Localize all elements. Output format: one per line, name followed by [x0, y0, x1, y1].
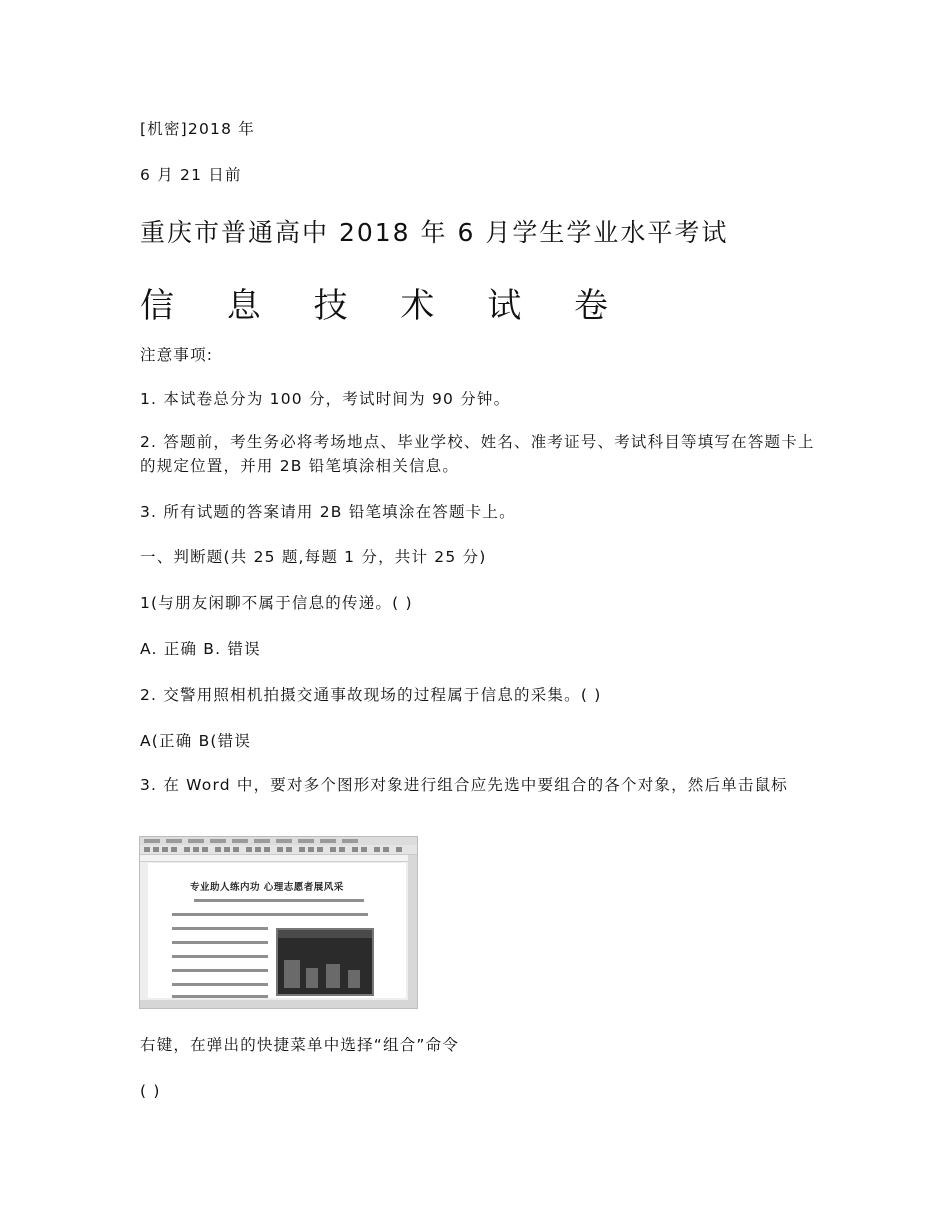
exam-title: 重庆市普通高中 2018 年 6 月学生学业水平考试	[140, 218, 729, 247]
deadline-date: 6 月 21 日前	[140, 166, 242, 184]
question-1-options: A. 正确 B. 错误	[140, 640, 261, 658]
question-3-stem: 3. 在 Word 中，要对多个图形对象进行组合应先选中要组合的各个对象，然后单击鼠标	[140, 776, 789, 794]
menu-bar	[140, 837, 417, 845]
figure-doc-title: 专业助人练内功 心理志愿者展风采	[190, 882, 344, 893]
text-line	[172, 913, 368, 916]
document-canvas	[148, 863, 406, 998]
vertical-scrollbar	[408, 855, 417, 1000]
text-line	[172, 983, 268, 986]
text-line	[172, 927, 268, 930]
section-heading: 一、判断题(共 25 题,每题 1 分，共计 25 分)	[140, 548, 487, 566]
exam-subject: 信 息 技 术 试 卷	[140, 286, 630, 326]
question-1-stem: 1(与朋友闲聊不属于信息的传递。( )	[140, 594, 413, 612]
text-line	[194, 899, 364, 902]
text-line	[172, 941, 268, 944]
ruler	[140, 855, 417, 862]
question-3-answer: ( )	[140, 1082, 161, 1100]
confidential-mark: [机密]2018 年	[140, 120, 255, 138]
text-line	[172, 955, 268, 958]
notice-heading: 注意事项:	[140, 346, 214, 364]
text-line	[172, 969, 268, 972]
word-screenshot-figure	[139, 836, 418, 1009]
notice-item-1: 1. 本试卷总分为 100 分，考试时间为 90 分钟。	[140, 390, 511, 408]
notice-item-3: 3. 所有试题的答案请用 2B 铅笔填涂在答题卡上。	[140, 503, 516, 521]
notice-item-2: 2. 答题前，考生务必将考场地点、毕业学校、姓名、准考证号、考试科目等填写在答题卡上的规定位置，并用 2B 铅笔填涂相关信息。	[140, 433, 815, 475]
question-3-continuation: 右键，在弹出的快捷菜单中选择“组合”命令	[140, 1036, 460, 1054]
text-line	[172, 995, 268, 998]
toolbar	[140, 845, 417, 855]
embedded-photo	[276, 928, 374, 996]
status-bar	[140, 1000, 417, 1008]
question-2-stem: 2. 交警用照相机拍摄交通事故现场的过程属于信息的采集。( )	[140, 686, 602, 704]
question-2-options: A(正确 B(错误	[140, 732, 252, 750]
